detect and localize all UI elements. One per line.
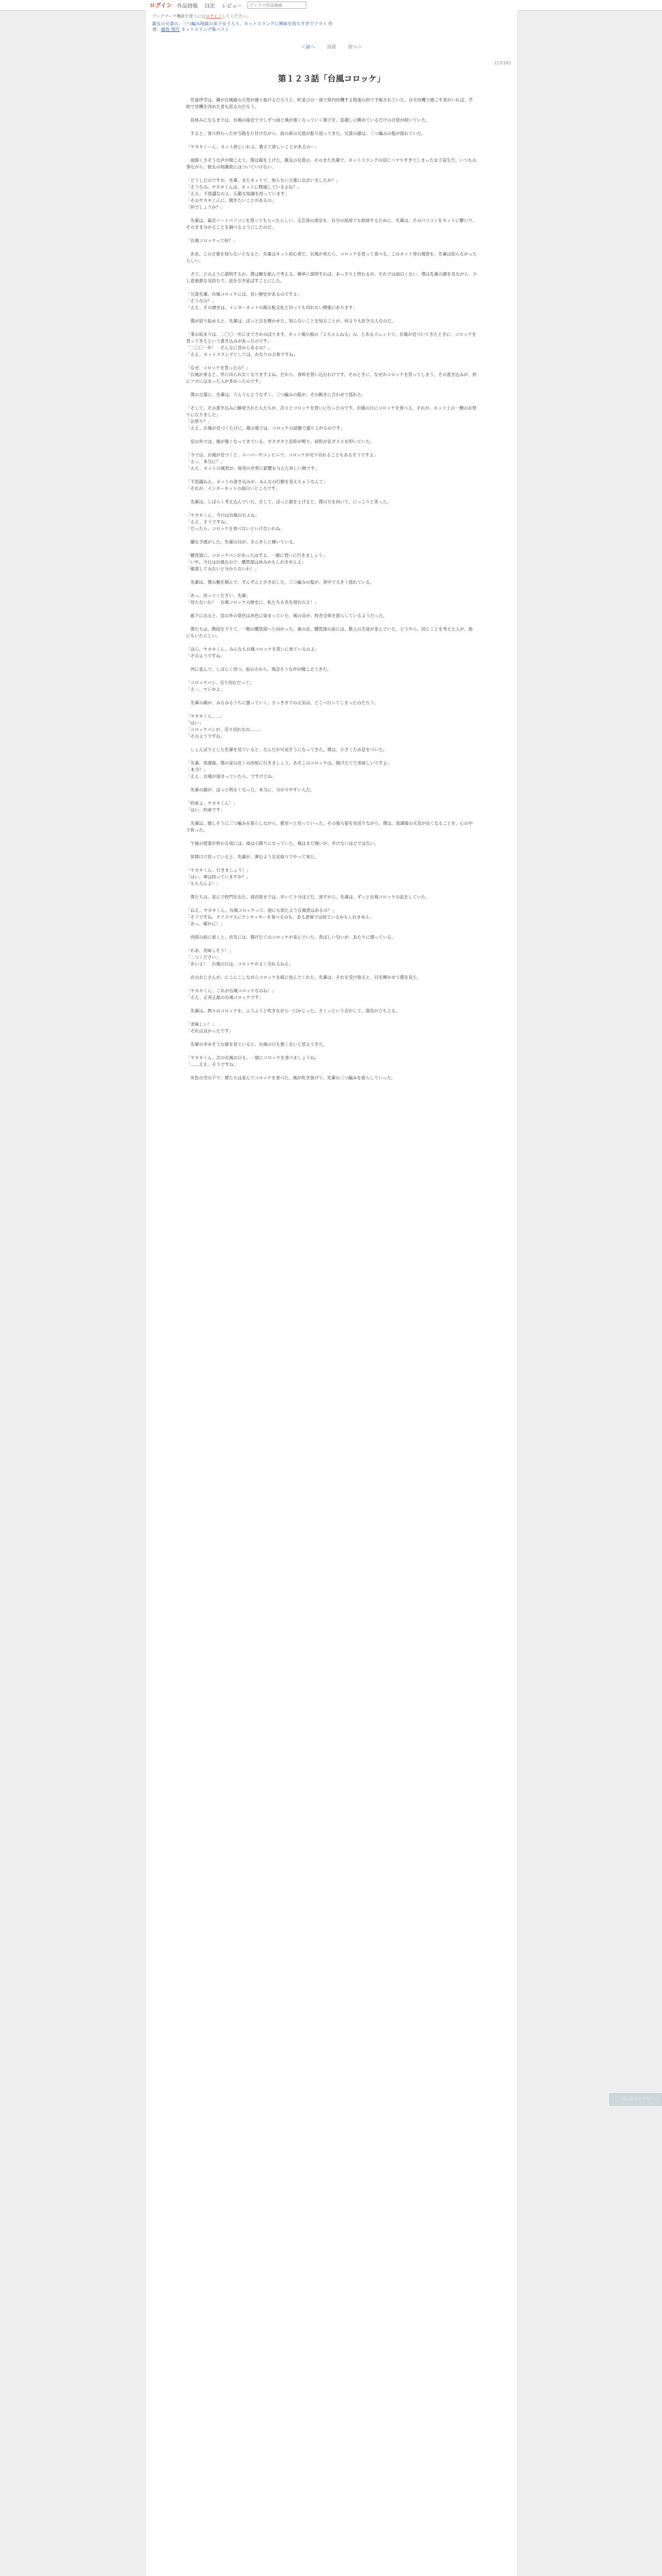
body-paragraph: 「事の始まりは、二〇〇一年にまでさかのぼります。ネット掲示板の『２ちゃんねる』の、とあるスレッドで、台風が近づいてきたときに、コロッケを買ってきたという書き込みがあったのです」 「二〇〇一年！ そんなに昔からあるの？」 「ええ、ネットスラングとしては、かなりの古参ですね」 <box>186 332 476 357</box>
body-paragraph: 児童伊学は、隣が台風級の大型が通り抜けるだろうと、町並びの一部で屋内待機する程度の形で予報されていた。自宅待機で過ごす者がいれば、学校で待機を決めた者も居るのだろう。 <box>186 97 473 109</box>
next-chapter-link[interactable]: 次へ＞ <box>347 45 362 50</box>
login-note-link[interactable]: ログイン <box>205 14 222 19</box>
body-paragraph: 昼休みになるまでは、台風の接近で少しずつ雨と風が強くなっていく様子を、窓越しに眺めているだけの日常が続いていた。 <box>186 117 430 123</box>
body-paragraph: 先輩は、僕の腕を掴んで、ずんずんと歩き出した。三つ編みの髪が、背中で大きく揺れている。 <box>186 580 374 585</box>
body-paragraph: 「購買部に、コロッケパンがあったはずよ。一緒に買いに行きましょう」 「いや、今日は台風なので、購買部は休みかもしれませんよ」 「確認してみないと分からないわ！」 <box>186 553 327 571</box>
body-paragraph: 先輩は、嬉しそうに三つ編みを揺らしながら、教室へと戻っていった。その後ろ姿を見送りながら、僕は、放課後の天気が良くなることを、心の中で祈った。 <box>186 821 473 833</box>
prev-chapter-link[interactable]: ＜前へ <box>301 45 316 50</box>
body-paragraph: 午後の授業が終わる頃には、雨は小降りになっていた。風はまだ強いが、歩けないほどではない。 <box>186 841 379 846</box>
chapter-title: 第１２３話「台風コロッケ」 <box>278 74 385 83</box>
body-paragraph: 先輩の顔が、ぱっと明るくなった。本当に、分かりやすい人だ。 <box>186 787 315 792</box>
body-paragraph: 先輩は、最近ノートパソコンを買ってもらったらしい。文芸部の部室を、自分の部屋でも相談するために、先輩は、そのパソコンをネットに繋いで、そのまま分かることを調べるようにしたのだ。 <box>186 218 477 230</box>
series-title-link[interactable]: 親友の兄貴の、三つ編み地獄の弟子女子入り、ネットスラングに興味を持ちすぎでツライ <box>152 22 327 27</box>
body-paragraph: 「ヤカキくん、行きましょう！」 「はい。傘は持っていますか？」 「もちろんよ！」 <box>186 868 251 886</box>
body-paragraph: 僕の言葉に、先輩は、うんうんとうなずく。三つ編みの髪が、その動きに合わせて揺れた。 <box>186 392 366 397</box>
body-paragraph: しょんぼりとした先輩を見ていると、なんだか可哀そうになってきた。僕は、小さくため息をついた。 <box>186 747 387 752</box>
body-paragraph: 面倒くさそうな声が聞こえて、僕は顔を上げた。親友の兄貴の、そのまた先輩で、ネットスラングの沼にハマりすぎてしまった女子高生だ。いつもの事ながら、彼女の知識欲にはついていけない。 <box>186 158 477 170</box>
series-bookmark-link[interactable]: ネットスラング集ベスト <box>181 27 229 32</box>
body-paragraph: 「そして、その書き込みに触発された人たちが、次々とコロッケを買いに行ったのです。台風の日にコロッケを食べる。それが、ネット上の一種のお祭りになりました」 「お祭り？」 「ええ、台風が近づくたびに、掲示板では、コロッケの話題で盛り上がるのです」 <box>186 405 477 431</box>
body-paragraph: 先輩の幸せそうな顔を見ていると、台風の日も悪くないと思えてきた。 <box>186 1042 327 1047</box>
body-paragraph: 店のおじさんが、にこにこしながらコロッケを紙に包んでくれた。先輩は、それを受け取ると、目を輝かせて僕を見た。 <box>186 975 422 980</box>
login-note <box>152 13 251 19</box>
body-paragraph: 列に並んで、しばらく待つ。前の方から、残念そうな声が聞こえてきた。 <box>186 667 332 672</box>
body-paragraph: 窓の外では、風が強くなってきている。ガタガタと窓枠が鳴り、雨粒が窓ガラスを叩いていた。 <box>186 439 374 444</box>
body-paragraph: すると、食べ終わった弁当箱を片付けながら、前の席の兄貴が振り返ってきた。兄貴の顔は、三つ編みの髪が揺れていた。 <box>186 131 426 136</box>
body-paragraph: 「ヤカキくん。次の台風の日も、一緒にコロッケを食べましょうね」 「……ええ、そうですね」 <box>186 1055 319 1067</box>
body-paragraph: さて、どのように説明するか。僕は腕を組んで考える。簡単に説明すれば、あっさりと終わるが、それでは面白くない。僕は先輩の顔を見ながら、少し意地悪な気持ちで、話を引き延ばすことにした。 <box>186 272 477 283</box>
search-input[interactable] <box>247 2 306 9</box>
page-top-button[interactable]: ページトップへ <box>609 2093 662 2106</box>
series-title <box>152 22 338 33</box>
body-paragraph: 「わあ、美味しそう！」 「二つください」 「あいよ！ 台風の日は、コロッケがよく売れるねえ」 <box>186 948 293 967</box>
body-paragraph: 先輩の顔が、みるみるうちに曇っていく。さっきまでの元気は、どこへ行ってしまったのだろう。 <box>186 700 378 705</box>
nav-item-info[interactable]: 作品情報 <box>177 3 198 9</box>
chapter-body <box>186 97 477 1088</box>
body-paragraph: 「美味しい！」 「それは良かったです」 <box>186 1022 234 1033</box>
body-paragraph: ああ、この言葉を知らないとなると、先輩はネット初心者だ。台風が来たら、コロッケを買って食べる。このネット発の風習を、先輩は知らなかったらしい。 <box>186 251 477 263</box>
body-paragraph: 先輩は、熱々のコロッケを、ふうふうと吹きながら一口かじった。さくっという音がして、湯気が立ち上る。 <box>186 1008 400 1013</box>
author-link[interactable]: 霧島 翔月 <box>161 27 180 32</box>
body-paragraph: 「約束よ、ヤカキくん！」 「はい、約束です」 <box>186 801 238 812</box>
author-label: 作者： <box>152 22 333 32</box>
login-link[interactable]: ログイン <box>150 2 172 9</box>
body-paragraph: 「どうしたのですか、先輩。またネットで、知らない言葉に出会いましたか？」 「そうなの。ヤカキくんは、ネットに精通しているよね？」 「ええ、不思議なのよ、広範な知識を持っています」 「そのヤカキくんに、聞きたいことがあるの」 「何でしょうか？」 <box>186 178 340 210</box>
body-paragraph: 僕たちは、階段を下りて、一階の購買部へと向かった。案の定、購買部の前には、数人の生徒が並んでいた。どうやら、同じことを考えた人が、他にもいたらしい。 <box>186 626 473 638</box>
body-paragraph: 「ねえ、ヤカキくん。台風コロッケって、他にも似たような風習はあるの？」 「そうですね。クリスマスにケンタッキーを食べるのも、ある意味では似ているかもしれません」 「あっ、確かに！」 <box>186 908 374 926</box>
body-paragraph: 嫌な予感がした。先輩の目が、きらきらと輝いている。 <box>186 539 297 545</box>
nav-item-toc[interactable]: 目次 <box>204 3 215 9</box>
toc-link[interactable]: 目次 <box>326 45 336 50</box>
top-navigation-bar <box>0 0 662 11</box>
body-paragraph: 「不思議ねえ。ネットの書き込みが、みんなの行動を変えちゃうなんて」 「それが、インターネットの面白いところです」 <box>186 479 328 491</box>
top-nav <box>177 2 247 9</box>
body-paragraph: 「兄貴先輩。台風コロッケには、長い歴史があるのですよ」 「そうなの？」 「ええ、その歴史は、インターネットの掲示板文化と切っても切れない関係にあります」 <box>186 292 357 310</box>
body-paragraph: 廊下に出ると、窓の外の景色は灰色に染まっていた。風の音が、校舎全体を揺らしているようだった。 <box>186 613 387 618</box>
body-paragraph: 「あっ、待ってください、先輩」 「待たないわ！ 台風コロッケの歴史に、私たちも名を刻むのよ！」 <box>186 593 319 605</box>
body-paragraph: 「ヤカキくん、これが台風コロッケなのね！」 「ええ、正真正銘の台風コロッケです」 <box>186 988 276 1000</box>
login-note-prefix: ブックマーク機能を使うには <box>152 14 206 19</box>
body-paragraph: 「台風コロッケって何？」 <box>186 238 238 243</box>
body-paragraph: 僕が語り始めると、先輩は、ぱっと目を輝かせた。知らないことを知ることが、何よりも好きな人なのだ。 <box>186 318 396 324</box>
body-paragraph: 肉屋の前に着くと、店先には、揚げたてのコロッケが並んでいた。香ばしい匂いが、あたりに漂っている。 <box>186 935 396 940</box>
body-paragraph: 先輩は、しばらく考え込んでいた。そして、ぱっと顔を上げると、僕の方を向いて、にっこりと笑った。 <box>186 499 391 504</box>
page-number: 123/183 <box>493 61 511 65</box>
body-paragraph: 「コロッケパン、売り切れだって」 「えー、マジかよ」 <box>186 680 254 692</box>
body-paragraph: 「今では、台風が近づくと、スーパーやコンビニで、コロッケが売り切れることもあるそうですよ」 「えっ、本当に？」 「ええ、ネットの風習が、現実の世界に影響を与えた珍しい例です」 <box>186 452 378 471</box>
body-paragraph: 「ヤカキくん、今日は台風の日よね」 「ええ、そうですね」 「だったら、コロッケを食べないといけないわね」 <box>186 513 285 531</box>
body-paragraph: 僕たちは、並んで校門を出た。商店街までは、歩いて十分ほどだ。道すがら、先輩は、ずっと台風コロッケの話をしていた。 <box>186 894 430 900</box>
nav-item-review[interactable]: レビュー <box>221 3 242 9</box>
body-paragraph: 昇降口で待っていると、先輩が、弾むような足取りでやって来た。 <box>186 854 319 859</box>
login-note-suffix: してください。 <box>222 14 251 19</box>
chapter-pager <box>146 43 517 50</box>
body-paragraph: 「ヤカキくん……」 「はい」 「コロッケパンが、売り切れなの……」 「そのようですね」 <box>186 714 263 739</box>
body-paragraph: 「なぜ、コロッケを買ったの？」 「台風が来ると、外に出られなくなりますよね。だから、食料を買い込むわけです。そのときに、なぜかコロッケを買ってしまう。その書き込みが、妙にツボにはまった人が多かったのです」 <box>186 365 477 384</box>
body-paragraph: 「ヤカキくーん、ネット辞じいわよ。教えて欲しいことがあるのー」 <box>186 144 319 149</box>
novel-page <box>145 10 518 2576</box>
body-paragraph: 「ほら、ヤカキくん。みんなも台風コロッケを買いに来ているのよ」 「そのようですね」 <box>186 647 319 658</box>
body-paragraph: 灰色の空の下で、僕たちは並んでコロッケを食べた。風が吹き抜けて、先輩の三つ編みを揺らしていった。 <box>186 1075 396 1080</box>
body-paragraph: 「先輩、放課後、僕の家の近くの肉屋に行きましょう。あそこのコロッケは、揚げたてで美味しいですよ」 「本当？」 「ええ、台風が弱まっていたら、ですけどね」 <box>186 760 392 779</box>
top-navigation-inner <box>150 2 306 9</box>
